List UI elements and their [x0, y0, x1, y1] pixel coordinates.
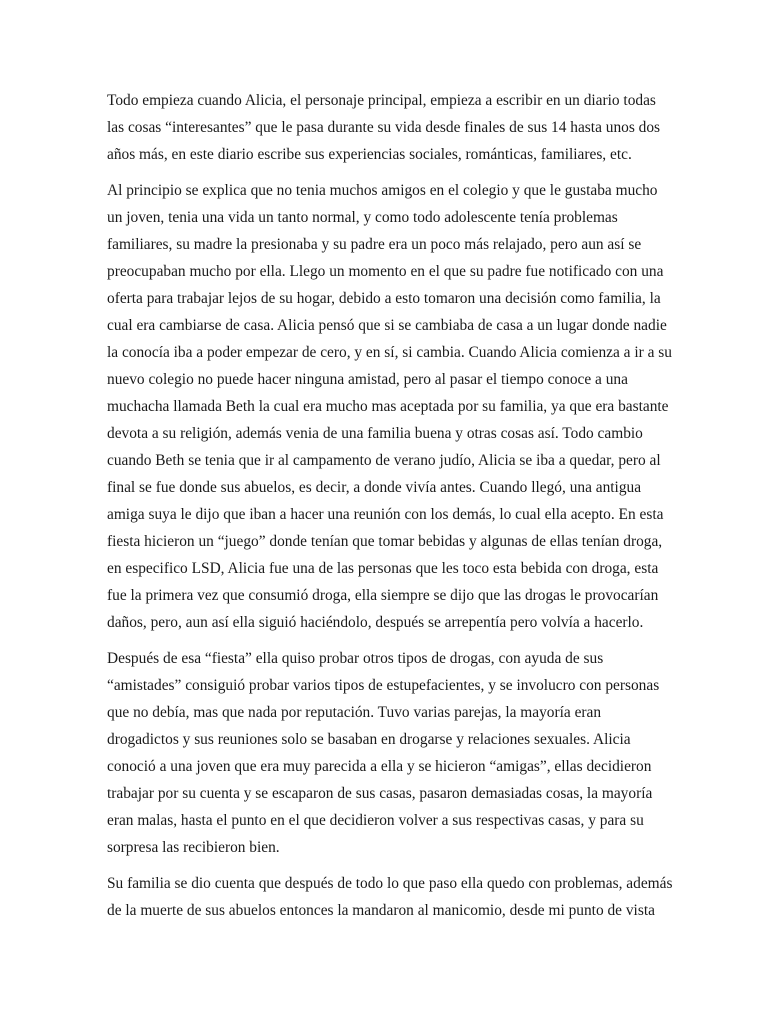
text-line: “amistades” consiguió probar varios tipos de estupefacientes, y se involucro con personas: [107, 677, 660, 694]
text-line: sorpresa las recibieron bien.: [107, 839, 280, 856]
text-line: familiares, su madre la presionaba y su padre era un poco más relajado, pero aun así se: [107, 236, 642, 253]
text-line: eran malas, hasta el punto en el que decidieron volver a sus respectivas casas, y para su: [107, 812, 644, 829]
text-line: las cosas “interesantes” que le pasa durante su vida desde finales de sus 14 hasta unos dos: [107, 119, 661, 136]
text-line: un joven, tenia una vida un tanto normal, y como todo adolescente tenía problemas: [107, 209, 618, 226]
text-line: preocupaban mucho por ella. Llego un momento en el que su padre fue notificado con una: [107, 263, 664, 280]
text-line: conoció a una joven que era muy parecida a ella y se hicieron “amigas”, ellas decidieron: [107, 758, 652, 775]
text-line: devota a su religión, además venia de una familia buena y otras cosas así. Todo cambio: [107, 425, 643, 442]
text-line: en especifico LSD, Alicia fue una de las personas que les toco esta bebida con droga, esta: [107, 560, 659, 577]
text-line: drogadictos y sus reuniones solo se basaban en drogarse y relaciones sexuales. Alicia: [107, 731, 631, 748]
text-line: que no debía, mas que nada por reputación. Tuvo varias parejas, la mayoría eran: [107, 704, 602, 721]
text-line: fiesta hicieron un “juego” donde tenían que tomar bebidas y algunas de ellas tenían droga,: [107, 533, 663, 550]
text-line: años más, en este diario escribe sus experiencias sociales, románticas, familiares, etc.: [107, 146, 632, 163]
text-line: Después de esa “fiesta” ella quiso probar otros tipos de drogas, con ayuda de sus: [107, 650, 604, 667]
text-line: amiga suya le dijo que iban a hacer una reunión con los demás, lo cual ella acepto. En esta: [107, 506, 664, 523]
text-line: muchacha llamada Beth la cual era mucho mas aceptada por su familia, ya que era bastante: [107, 398, 669, 415]
text-line: Su familia se dio cuenta que después de todo lo que paso ella quedo con problemas, además: [107, 875, 673, 892]
text-line: trabajar por su cuenta y se escaparon de sus casas, pasaron demasiadas cosas, la mayoría: [107, 785, 653, 802]
text-line: nuevo colegio no puede hacer ninguna amistad, pero al pasar el tiempo conoce a una: [107, 371, 628, 388]
text-line: Al principio se explica que no tenia muchos amigos en el colegio y que le gustaba mucho: [107, 182, 658, 199]
text-line: fue la primera vez que consumió droga, ella siempre se dijo que las drogas le provocarían: [107, 587, 659, 604]
text-line: oferta para trabajar lejos de su hogar, debido a esto tomaron una decisión como familia, la: [107, 290, 661, 307]
text-line: Todo empieza cuando Alicia, el personaje principal, empieza a escribir en un diario todas: [107, 92, 656, 109]
text-line: final se fue donde sus abuelos, es decir, a donde vivía antes. Cuando llegó, una antigua: [107, 479, 642, 496]
text-line: de la muerte de sus abuelos entonces la mandaron al manicomio, desde mi punto de vista: [107, 902, 655, 919]
text-line: la conocía iba a poder empezar de cero, y en sí, si cambia. Cuando Alicia comienza a ir a su: [107, 344, 672, 361]
text-line: daños, pero, aun así ella siguió haciéndolo, después se arrepentía pero volvía a hacerlo.: [107, 614, 644, 631]
text-line: cuando Beth se tenia que ir al campamento de verano judío, Alicia se iba a quedar, pero al: [107, 452, 661, 469]
text-line: cual era cambiarse de casa. Alicia pensó que si se cambiaba de casa a un lugar donde nadie: [107, 317, 667, 334]
